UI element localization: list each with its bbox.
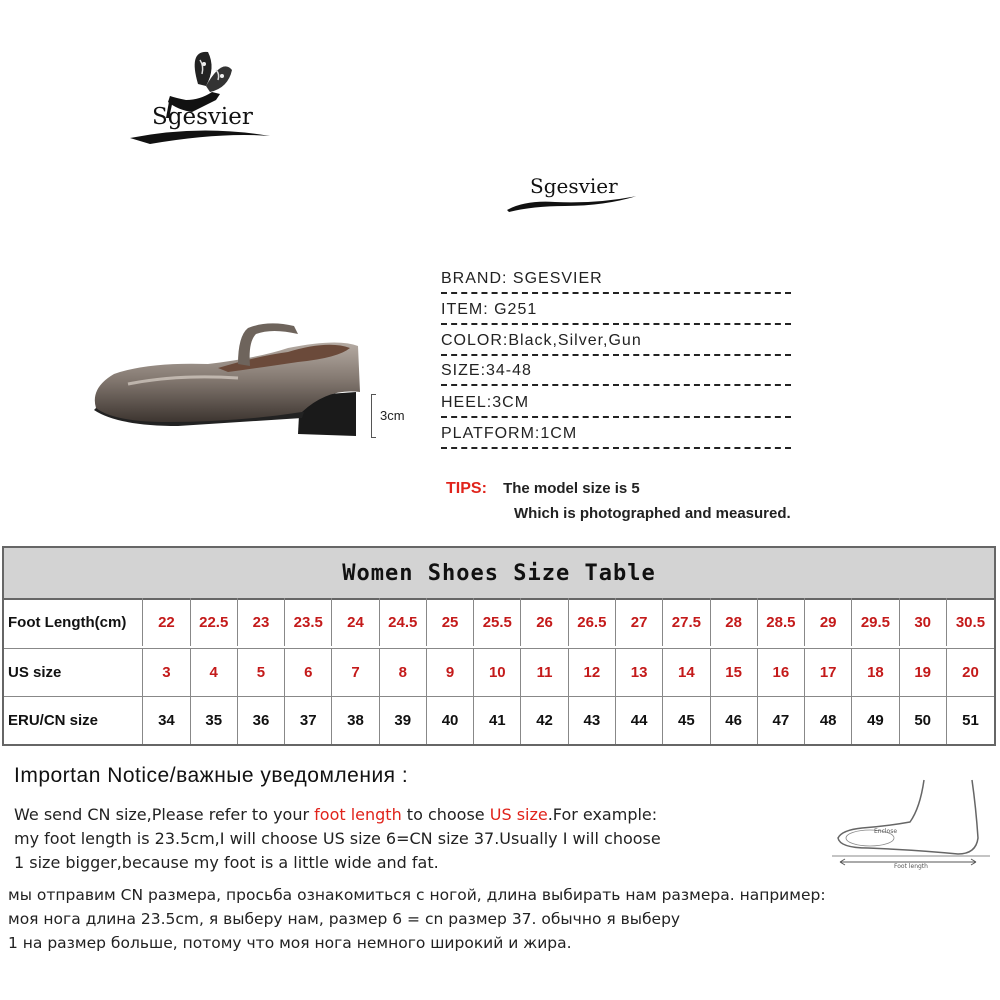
size-table-cell: 28 xyxy=(711,598,758,646)
size-table-cell: 14 xyxy=(663,648,710,696)
size-table-cell: 29 xyxy=(805,598,852,646)
notice-text: We send CN size,Please refer to your xyxy=(14,805,315,824)
size-table-title: Women Shoes Size Table xyxy=(4,548,994,600)
size-table-divider xyxy=(4,648,994,649)
tips xyxy=(446,480,896,498)
foot-length-highlight: foot length xyxy=(314,805,402,824)
size-table-cell: 38 xyxy=(332,696,379,744)
size-table-cell: 4 xyxy=(191,648,238,696)
size-table-cell: 11 xyxy=(521,648,568,696)
spec-heel: HEEL:3CM xyxy=(441,392,791,418)
size-table-cell: 36 xyxy=(238,696,285,744)
size-table-cell: 51 xyxy=(962,711,979,729)
size-table-cell: 24 xyxy=(332,598,379,646)
size-table-cell: 42 xyxy=(521,696,568,744)
size-table-cell: 39 xyxy=(380,696,427,744)
size-table-cell: 22 xyxy=(143,598,190,646)
tips-label: TIPS: xyxy=(446,480,487,497)
size-table-row-header: US size xyxy=(4,648,143,696)
size-table-row xyxy=(4,696,994,744)
heel-height-label: 3cm xyxy=(380,408,405,423)
logo-text-small: Sgesvier xyxy=(530,174,618,198)
notice-ru-line-2: моя нога длина 23.5cm, я выберу нам, размер 6 = cn размер 37. обычно я выберу xyxy=(8,910,681,928)
mary-jane-shoe-icon xyxy=(88,318,418,442)
size-table-cell: 15 xyxy=(711,648,758,696)
size-table-cell: 25 xyxy=(427,598,474,646)
foot-diagram xyxy=(828,778,990,874)
size-table-cell: 27 xyxy=(616,598,663,646)
size-table-cell: 22.5 xyxy=(191,598,238,646)
size-table-cell: 41 xyxy=(474,696,521,744)
size-table-cell: 35 xyxy=(191,696,238,744)
size-table-cell: 46 xyxy=(711,696,758,744)
brand-logo xyxy=(120,40,290,160)
size-table-cell: 24.5 xyxy=(380,598,427,646)
size-table-cell: 26.5 xyxy=(569,598,616,646)
logo-swoosh-icon xyxy=(505,192,640,214)
us-size-highlight: US size xyxy=(489,805,548,824)
butterfly-heel-logo-icon xyxy=(120,40,290,160)
notice-en-line-2: my foot length is 23.5cm,I will choose US size 6=CN size 37.Usually I will choose xyxy=(14,829,661,848)
size-table-row-header: Foot Length(cm) xyxy=(4,598,143,646)
size-table-cell: 45 xyxy=(663,696,710,744)
size-table-cell: 26 xyxy=(521,598,568,646)
spec-brand: BRAND: SGESVIER xyxy=(441,268,791,294)
size-table-cell: 8 xyxy=(380,648,427,696)
size-table-cell: 50 xyxy=(900,696,947,744)
size-table-cell: 48 xyxy=(805,696,852,744)
size-table-cell: 20 xyxy=(962,663,979,681)
size-table-cell: 3 xyxy=(143,648,190,696)
size-table-cell: 47 xyxy=(758,696,805,744)
size-table-cell: 43 xyxy=(569,696,616,744)
notice-ru-line-3: 1 на размер больше, потому что моя нога немного широкий и жира. xyxy=(8,934,572,952)
spec-size: SIZE:34-48 xyxy=(441,360,791,386)
size-table-cell: 30.5 xyxy=(955,613,986,631)
notice-title: Importan Notice/важные уведомления : xyxy=(14,764,409,787)
size-table-cell: 9 xyxy=(427,648,474,696)
size-table-cell: 49 xyxy=(852,696,899,744)
size-table-cell: 7 xyxy=(332,648,379,696)
size-table-cell: 16 xyxy=(758,648,805,696)
size-table-cell: 6 xyxy=(285,648,332,696)
spec-item: ITEM: G251 xyxy=(441,299,791,325)
size-table-cell: 23.5 xyxy=(285,598,332,646)
tips-line-2: Which is photographed and measured. xyxy=(514,505,791,522)
size-table xyxy=(2,546,996,746)
size-table-cell: 13 xyxy=(616,648,663,696)
spec-platform: PLATFORM:1CM xyxy=(441,423,791,449)
size-table-cell: 12 xyxy=(569,648,616,696)
size-table-cell: 10 xyxy=(474,648,521,696)
size-table-row xyxy=(4,598,994,646)
notice-en-line-3: 1 size bigger,because my foot is a little wide and fat. xyxy=(14,853,439,872)
logo-text: Sgesvier xyxy=(152,104,253,130)
product-image xyxy=(88,318,418,442)
size-table-cell: 40 xyxy=(427,696,474,744)
size-table-cell: 37 xyxy=(285,696,332,744)
size-table-cell: 28.5 xyxy=(758,598,805,646)
notice-text: .For example: xyxy=(547,805,658,824)
size-table-cell: 30 xyxy=(900,598,947,646)
size-table-row-header: ERU/CN size xyxy=(4,696,143,744)
size-table-cell: 18 xyxy=(852,648,899,696)
size-table-cell: 25.5 xyxy=(474,598,521,646)
foot-outline-icon xyxy=(828,778,990,874)
size-table-cell: 17 xyxy=(805,648,852,696)
size-table-cell: 34 xyxy=(143,696,190,744)
brand-logo-small xyxy=(505,172,640,217)
notice-ru-line-1: мы отправим CN размера, просьба ознакомиться с ногой, длина выбирать нам размера. например: xyxy=(8,886,826,904)
size-table-cell: 5 xyxy=(238,648,285,696)
heel-measure-line xyxy=(371,394,376,438)
size-table-cell: 23 xyxy=(238,598,285,646)
size-table-cell: 29.5 xyxy=(852,598,899,646)
foot-diagram-length-label: Foot length xyxy=(894,863,928,870)
size-table-row xyxy=(4,648,994,696)
notice-text: to choose xyxy=(401,805,490,824)
foot-diagram-enclose-label: Enclose xyxy=(874,828,898,835)
notice-en-line-1 xyxy=(14,805,657,824)
spec-color: COLOR:Black,Silver,Gun xyxy=(441,330,791,356)
size-table-divider xyxy=(4,696,994,697)
size-table-cell: 19 xyxy=(900,648,947,696)
size-table-cell: 44 xyxy=(616,696,663,744)
tips-line-1: The model size is 5 xyxy=(503,480,640,497)
size-table-cell: 27.5 xyxy=(663,598,710,646)
